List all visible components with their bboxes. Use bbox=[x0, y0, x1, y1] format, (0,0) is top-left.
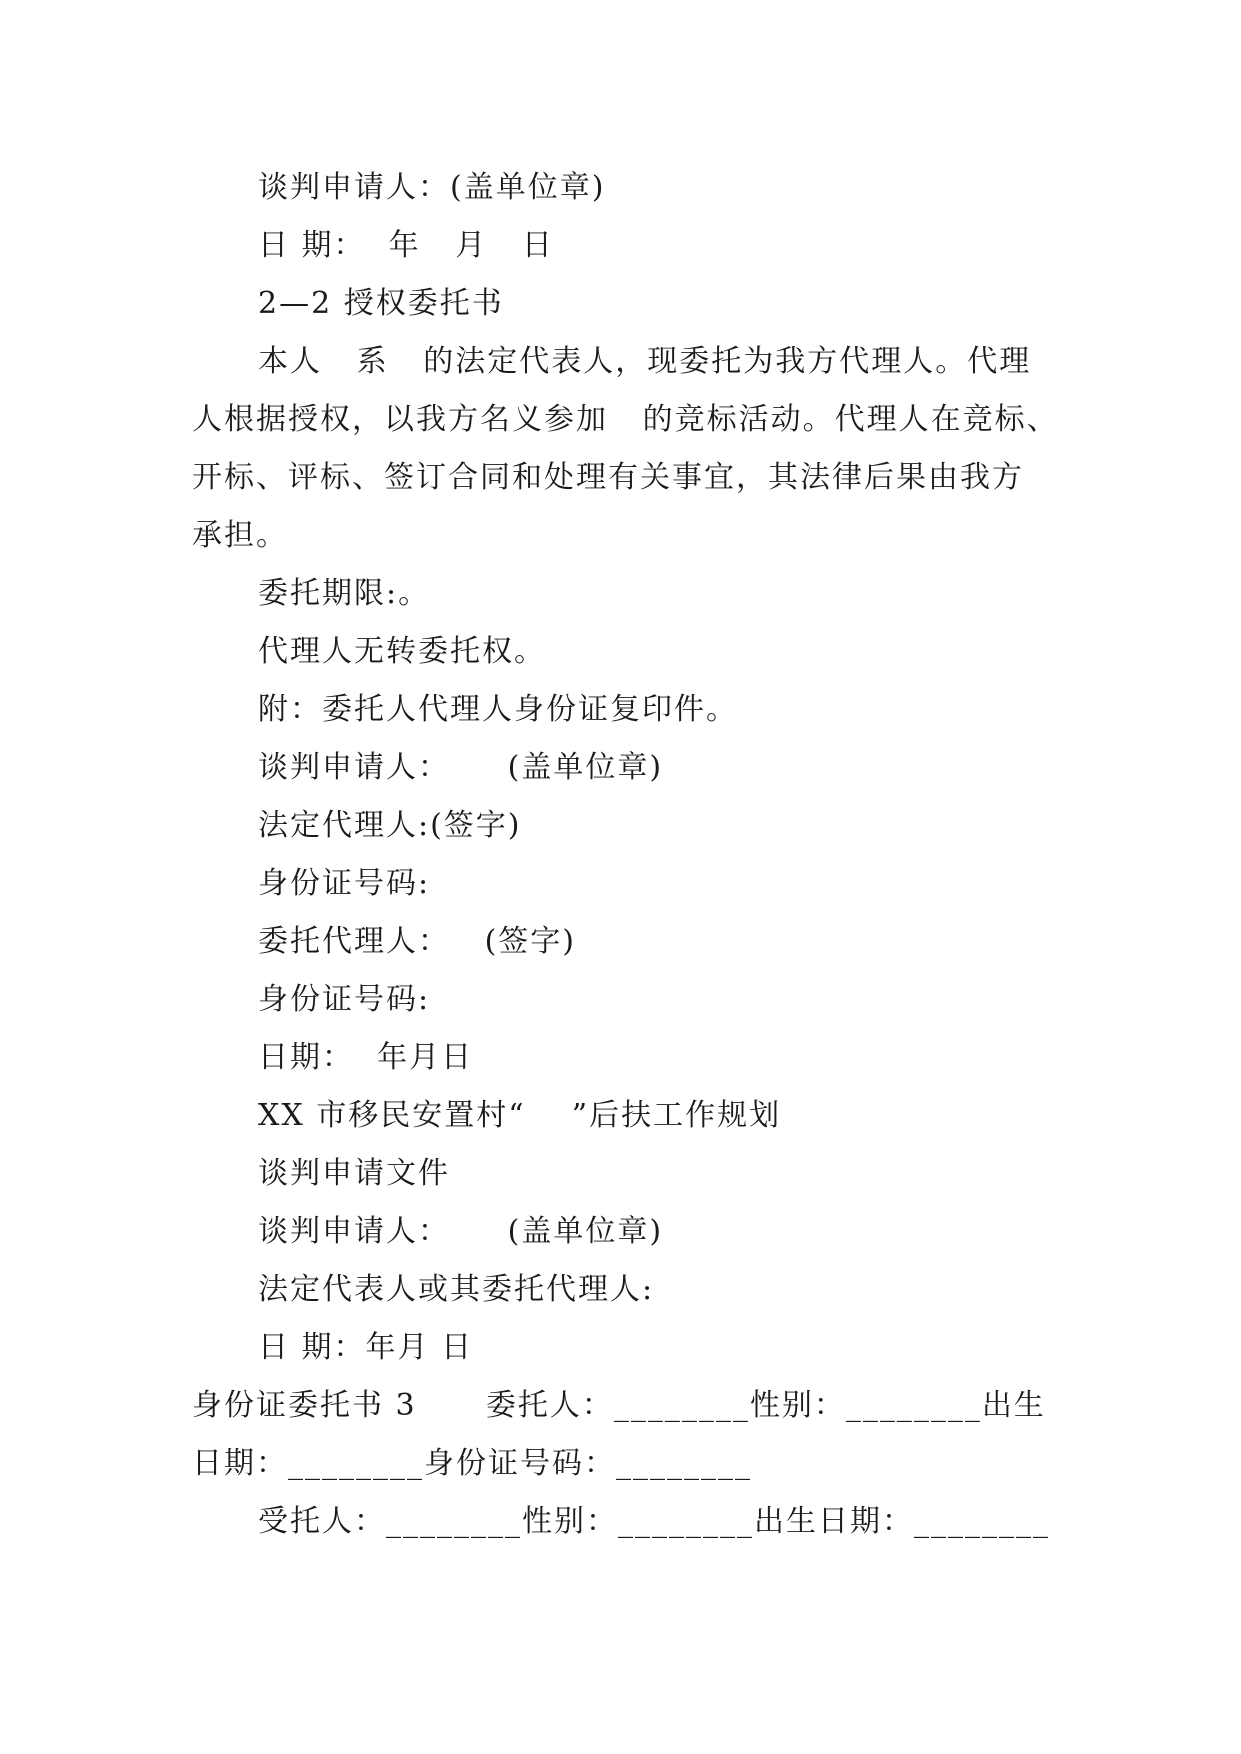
form-line: 受托人：________性别：________出生日期：________ bbox=[258, 1504, 1050, 1539]
form-line: 身份证委托书 3 委托人：________性别：________出生 bbox=[192, 1388, 1046, 1423]
date-line: 日期： 年月日 bbox=[258, 1040, 474, 1075]
representative-line: 法定代表人或其委托代理人: bbox=[258, 1272, 655, 1307]
applicant-seal-line: 谈判申请人：(盖单位章) bbox=[258, 170, 606, 205]
paragraph-line: 开标、评标、签订合同和处理有关事宜，其法律后果由我方 bbox=[192, 460, 1024, 495]
document-title-line: 谈判申请文件 bbox=[258, 1156, 450, 1191]
form-line: 日期：________身份证号码：________ bbox=[192, 1446, 752, 1481]
id-number-line: 身份证号码: bbox=[258, 982, 431, 1017]
id-number-line: 身份证号码: bbox=[258, 866, 431, 901]
section-heading-authorization: 2—2 授权委托书 bbox=[258, 286, 504, 321]
attachment-line: 附：委托人代理人身份证复印件。 bbox=[258, 692, 738, 727]
entrusted-agent-signature-line: 委托代理人： (签字) bbox=[258, 924, 577, 959]
applicant-seal-line: 谈判申请人： (盖单位章) bbox=[258, 750, 664, 785]
project-title-line: XX 市移民安置村“ ”后扶工作规划 bbox=[258, 1098, 782, 1133]
legal-agent-signature-line: 法定代理人:(签字) bbox=[258, 808, 522, 843]
term-line: 委托期限:。 bbox=[258, 576, 431, 611]
no-sub-delegation-line: 代理人无转委托权。 bbox=[258, 634, 546, 669]
date-line: 日 期： 年 月 日 bbox=[258, 228, 554, 263]
paragraph-line: 承担。 bbox=[192, 518, 288, 553]
paragraph-line: 本人 系 的法定代表人，现委托为我方代理人。代理 bbox=[258, 344, 1032, 379]
applicant-seal-line: 谈判申请人： (盖单位章) bbox=[258, 1214, 664, 1249]
paragraph-line: 人根据授权，以我方名义参加 的竞标活动。代理人在竞标、 bbox=[192, 402, 1059, 437]
date-line: 日 期：年月 日 bbox=[258, 1330, 474, 1365]
